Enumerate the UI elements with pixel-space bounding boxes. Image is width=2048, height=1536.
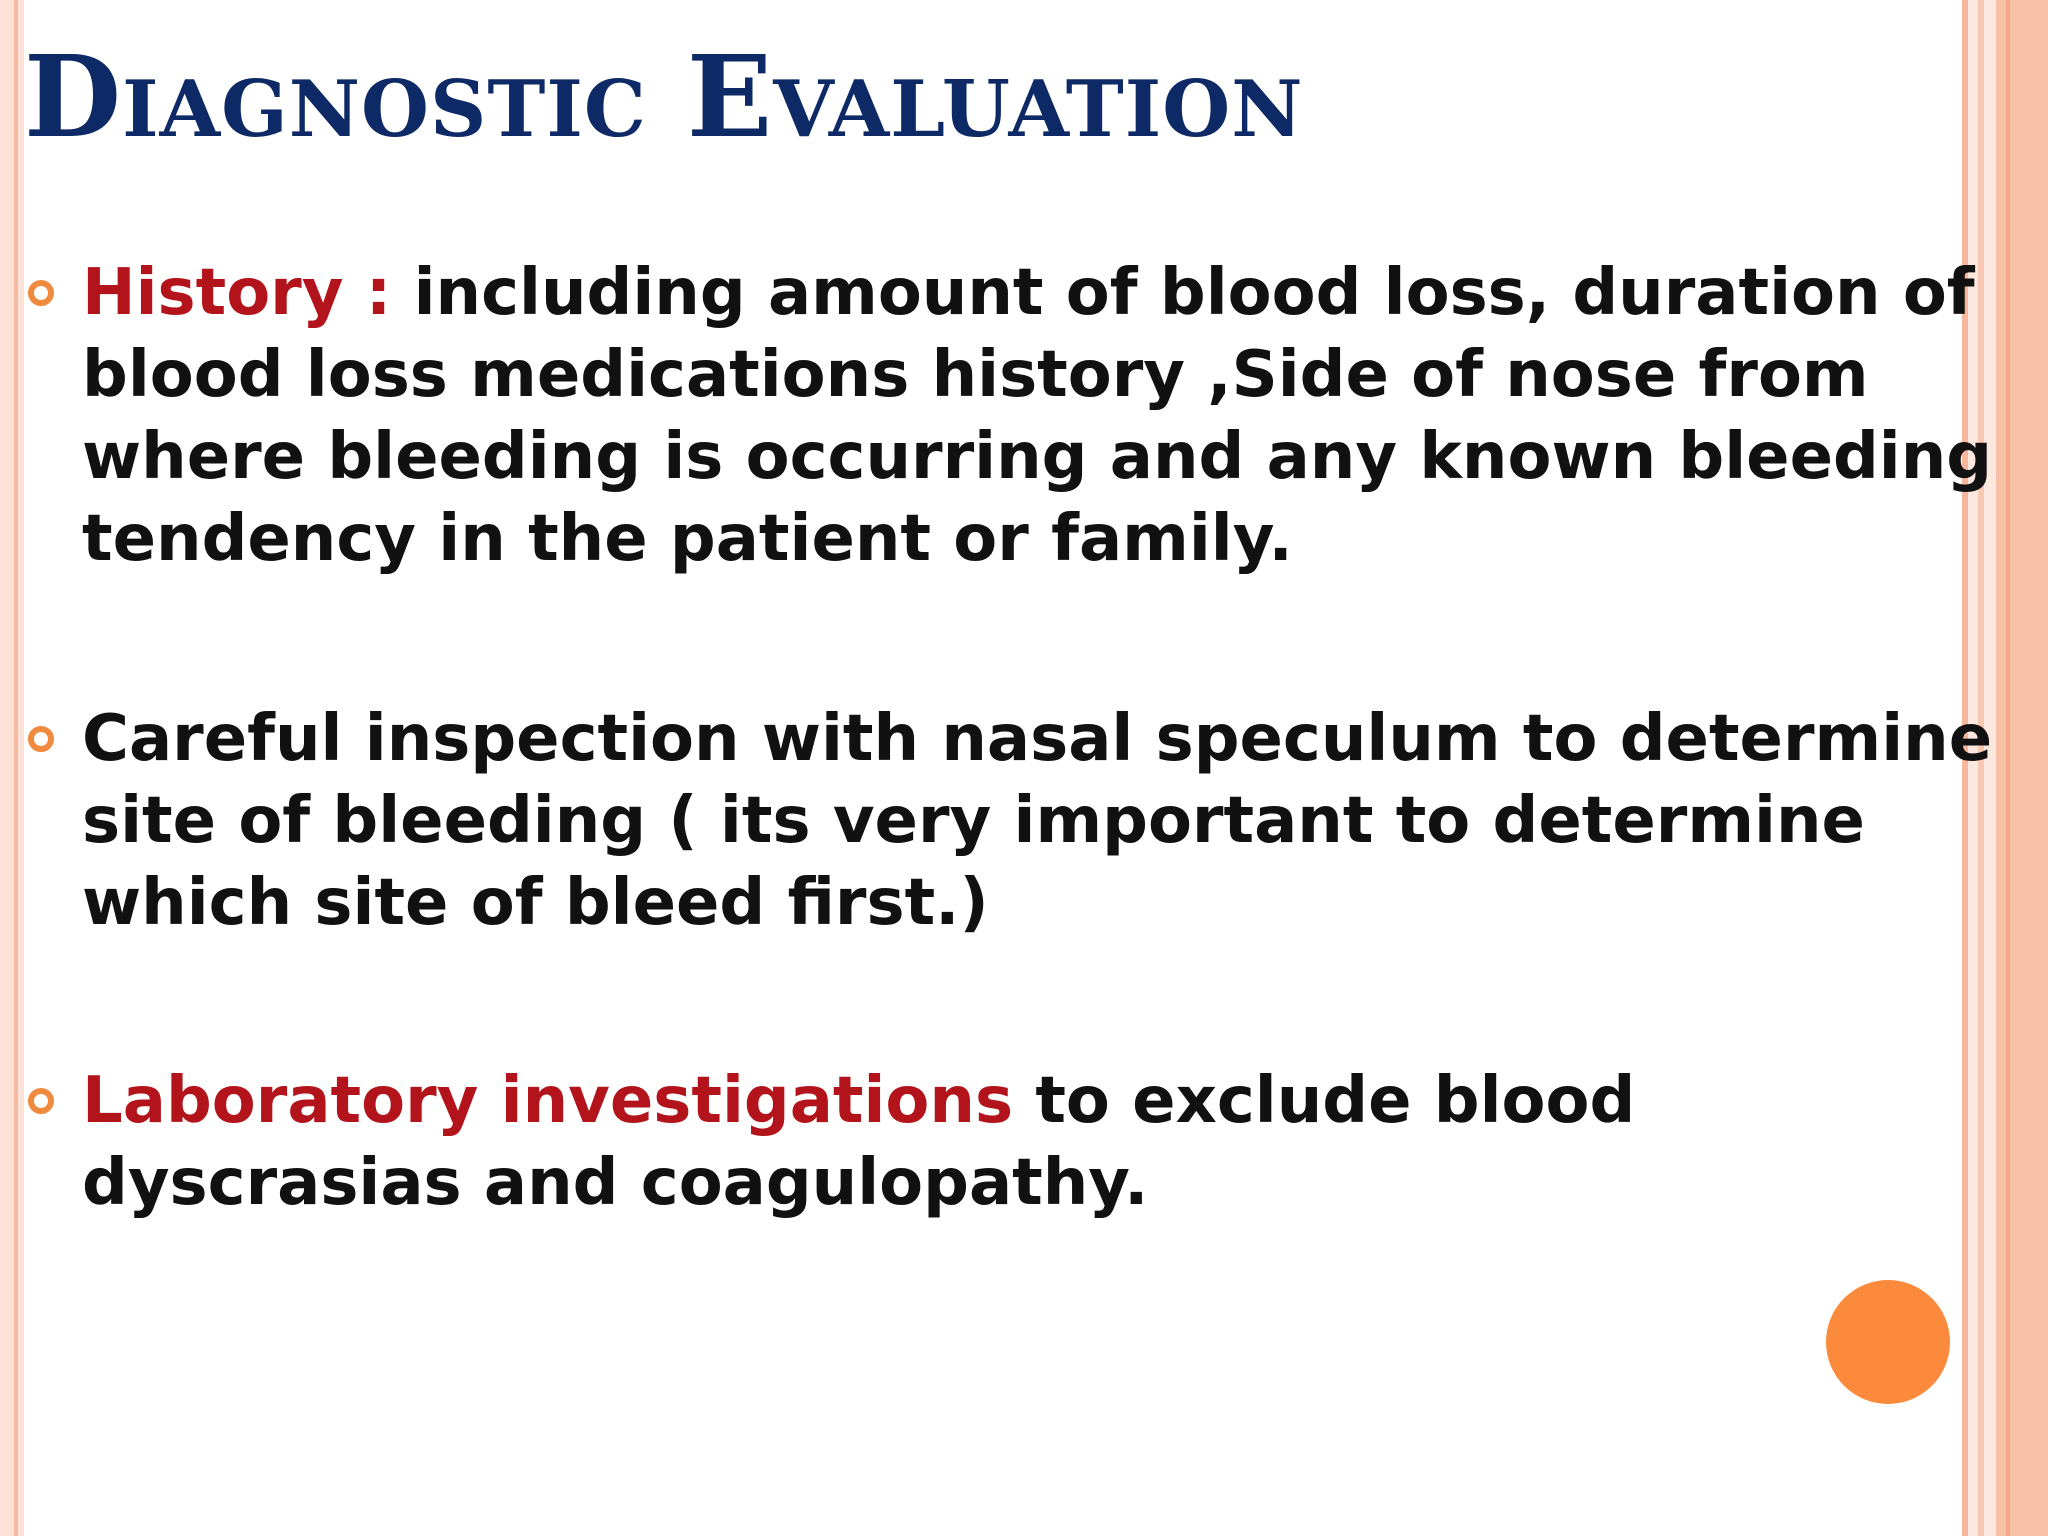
bullet-text: to exclude blood dyscrasias and coagulopathy. [82, 1064, 1636, 1220]
bullet-history [82, 252, 2012, 580]
bullet-label: History : [82, 256, 392, 330]
slide-title: Diagnostic Evaluation [24, 32, 1304, 163]
bullet-text: including amount of blood loss, duration of blood loss medications history ,Side of nose from where bleeding is occurring and any known bleeding tendency in the patient or family. [82, 256, 1993, 576]
bullet-laboratory [82, 1060, 2012, 1224]
bullet-icon [28, 726, 54, 752]
bullet-icon [28, 1088, 54, 1114]
bullet-text: Careful inspection with nasal speculum to determine site of bleeding ( its very important to determine which site of bleed first.) [82, 702, 1993, 940]
bullet-icon [28, 280, 54, 306]
orange-circle-icon [1826, 1280, 1950, 1404]
bullet-label: Laboratory investigations [82, 1064, 1014, 1138]
bullet-inspection [82, 698, 2012, 944]
